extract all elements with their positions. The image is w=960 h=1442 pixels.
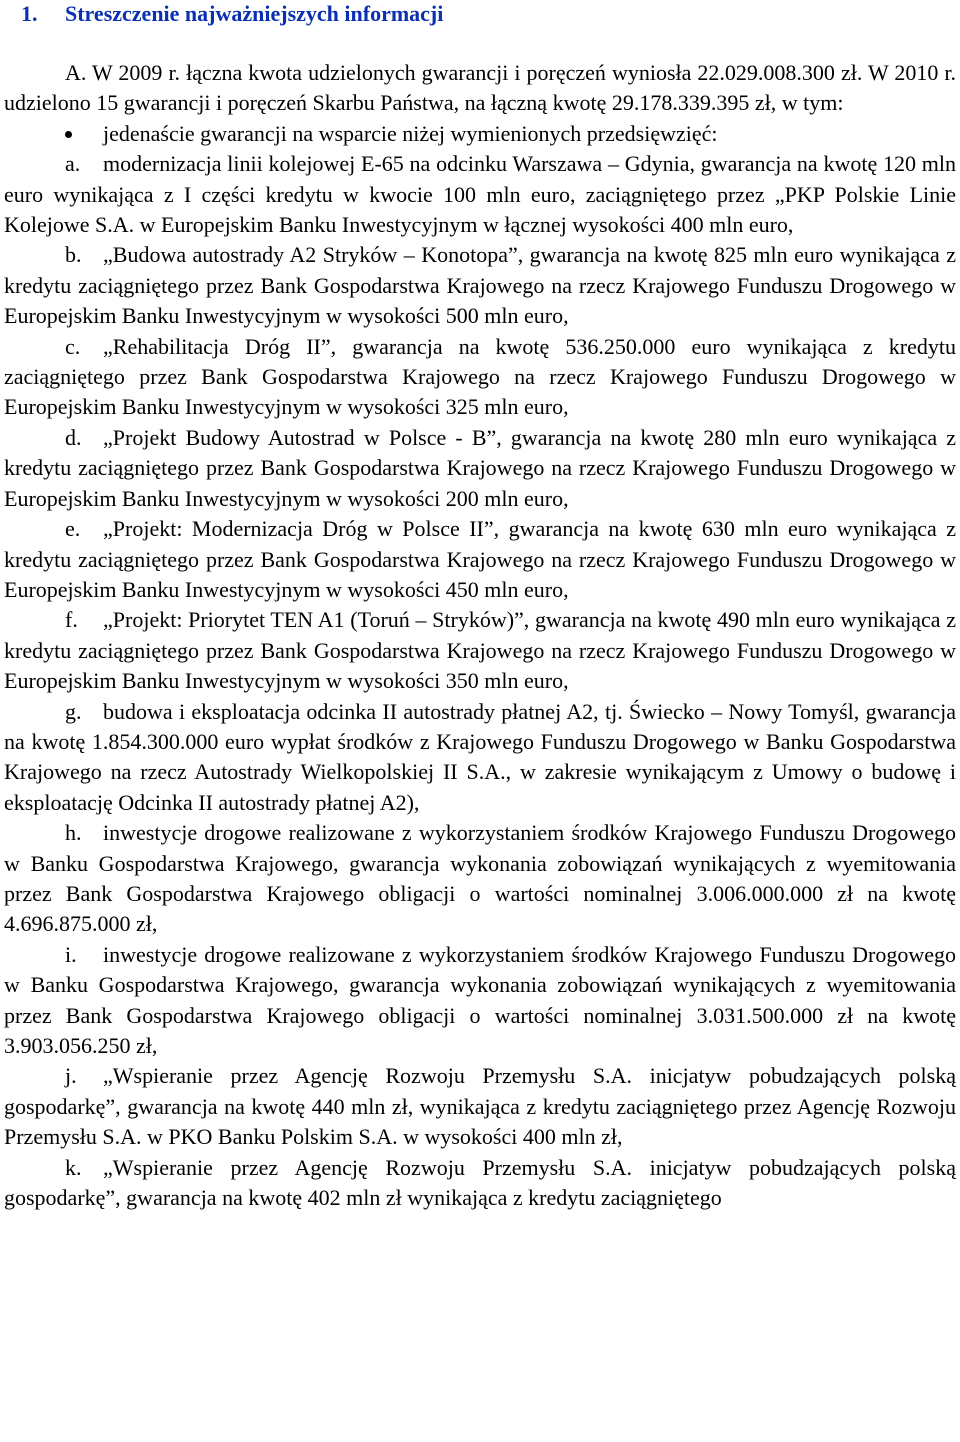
item-letter: i. <box>65 941 77 967</box>
list-item-e <box>4 514 956 605</box>
item-text: „Budowa autostrady A2 Stryków – Konotopa”, gwarancja na kwotę 825 mln euro wynikająca z kredytu zaciągniętego przez Bank Gospodarstwa Krajowego na rzecz Krajowego Funduszu Drogowego w Europejskim Banku Inwestycyjnym w wysokości 500 mln euro, <box>4 242 956 329</box>
bullet-text: jedenaście gwarancji na wsparcie niżej wymienionych przedsięwzięć: <box>103 120 718 146</box>
item-letter: k. <box>65 1154 82 1180</box>
item-text: inwestycje drogowe realizowane z wykorzystaniem środków Krajowego Funduszu Drogowego w Banku Gospodarstwa Krajowego, gwarancja wykonania zobowiązań wynikających z wyemitowania przez Bank Gospodarstwa Krajowego obligacji o wartości nominalnej 3.031.500.000 zł na kwotę 3.903.056.250 zł, <box>4 941 956 1058</box>
list-item-a <box>4 149 956 240</box>
item-letter: f. <box>65 607 78 633</box>
item-text: „Projekt Budowy Autostrad w Polsce - B”, gwarancja na kwotę 280 mln euro wynikająca z kredytu zaciągniętego przez Bank Gospodarstwa Krajowego na rzecz Krajowego Funduszu Drogowego w Europejskim Banku Inwestycyjnym w wysokości 200 mln euro, <box>4 424 956 511</box>
item-letter: b. <box>65 242 82 268</box>
item-text: modernizacja linii kolejowej E-65 na odcinku Warszawa – Gdynia, gwarancja na kwotę 120 mln euro wynikająca z I części kredytu w kwocie 100 mln euro, zaciągniętego przez „PKP Polskie Linie Kolejowe S.A. w Europejskim Banku Inwestycyjnym w łącznej wysokości 400 mln euro, <box>4 151 956 238</box>
item-letter: j. <box>65 1063 77 1089</box>
section-title: Streszczenie najważniejszych informacji <box>65 1 444 26</box>
item-letter: a. <box>65 151 81 177</box>
list-item-k <box>4 1153 956 1214</box>
section-number: 1. <box>21 1 38 26</box>
bullet-item <box>4 119 956 149</box>
item-text: inwestycje drogowe realizowane z wykorzystaniem środków Krajowego Funduszu Drogowego w Banku Gospodarstwa Krajowego, gwarancja wykonania zobowiązań wynikających z wyemitowania przez Bank Gospodarstwa Krajowego obligacji o wartości nominalnej 3.006.000.000 zł na kwotę 4.696.875.000 zł, <box>4 820 956 937</box>
list-item-i <box>4 940 956 1062</box>
list-item-c <box>4 332 956 423</box>
item-text: „Wspieranie przez Agencję Rozwoju Przemysłu S.A. inicjatyw pobudzających polską gospodarkę”, gwarancja na kwotę 402 mln zł wynikająca z kredytu zaciągniętego <box>4 1154 956 1211</box>
list-item-j <box>4 1061 956 1152</box>
item-letter: g. <box>65 698 82 724</box>
list-item-h <box>4 818 956 940</box>
item-letter: d. <box>65 424 82 450</box>
list-item-d <box>4 423 956 514</box>
item-text: „Projekt: Priorytet TEN A1 (Toruń – Stryków)”, gwarancja na kwotę 490 mln euro wynikająca z kredytu zaciągniętego przez Bank Gospodarstwa Krajowego na rzecz Krajowego Funduszu Drogowego w Europejskim Banku Inwestycyjnym w wysokości 350 mln euro, <box>4 607 956 694</box>
item-letter: h. <box>65 820 82 846</box>
intro-paragraph: A. W 2009 r. łączna kwota udzielonych gwarancji i poręczeń wyniosła 22.029.008.300 zł. W 2010 r. udzielono 15 gwarancji i poręczeń Skarbu Państwa, na łączną kwotę 29.178.339.395 zł, w tym: <box>4 60 956 116</box>
item-letter: c. <box>65 333 81 359</box>
section-heading <box>4 0 956 28</box>
bullet-dot-icon <box>65 131 72 138</box>
item-text: „Rehabilitacja Dróg II”, gwarancja na kwotę 536.250.000 euro wynikająca z kredytu zaciągniętego przez Bank Gospodarstwa Krajowego na rzecz Krajowego Funduszu Drogowego w Europejskim Banku Inwestycyjnym w wysokości 325 mln euro, <box>4 333 956 420</box>
list-item-f <box>4 605 956 696</box>
item-text: „Projekt: Modernizacja Dróg w Polsce II”, gwarancja na kwotę 630 mln euro wynikająca z kredytu zaciągniętego przez Bank Gospodarstwa Krajowego na rzecz Krajowego Funduszu Drogowego w Europejskim Banku Inwestycyjnym w wysokości 450 mln euro, <box>4 516 956 602</box>
list-item-g <box>4 697 956 819</box>
list-item-b <box>4 240 956 331</box>
item-letter: e. <box>65 516 81 542</box>
item-text: „Wspieranie przez Agencję Rozwoju Przemysłu S.A. inicjatyw pobudzających polską gospodarkę”, gwarancja na kwotę 440 mln zł, wynikająca z kredytu zaciągniętego przez Agencję Rozwoju Przemysłu S.A. w PKO Banku Polskim S.A. w wysokości 400 mln zł, <box>4 1063 956 1150</box>
item-text: budowa i eksploatacja odcinka II autostrady płatnej A2, tj. Świecko – Nowy Tomyśl, gwarancja na kwotę 1.854.300.000 euro wypłat środków z Krajowego Funduszu Drogowego w Banku Gospodarstwa Krajowego na rzecz Autostrady Wielkopolskiej II S.A., w zakresie wynikającym z Umowy o budowę i eksploatację Odcinka II autostrady płatnej A2), <box>4 698 956 815</box>
